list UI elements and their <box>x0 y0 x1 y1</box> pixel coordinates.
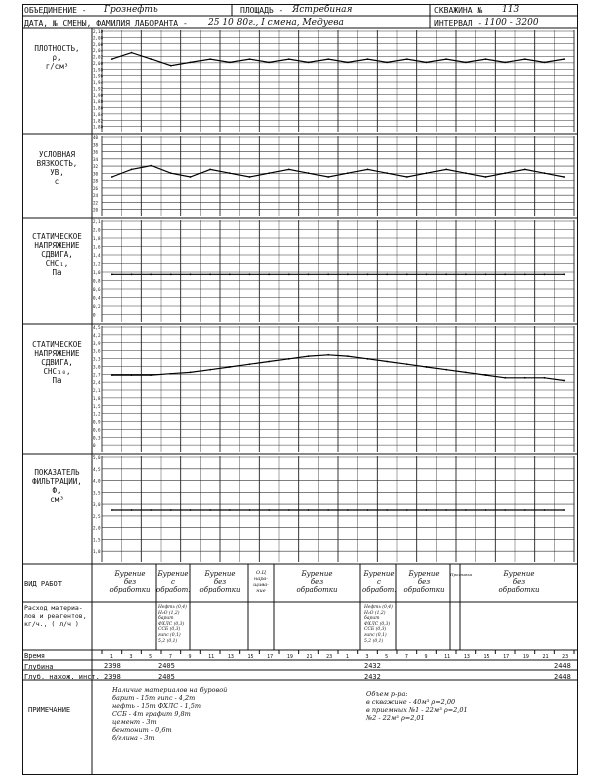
time-tick-label: 7 <box>404 654 408 660</box>
well-value: 113 <box>502 5 520 15</box>
data-point <box>465 62 467 64</box>
data-point <box>150 165 152 167</box>
area-label: ПЛОЩАДЬ - <box>240 6 284 15</box>
tool-depth-start: 2398 <box>104 673 121 681</box>
data-point <box>249 509 251 511</box>
data-point <box>131 169 133 171</box>
interval-value: 1100 - 3200 <box>484 18 539 28</box>
time-tick-label: 21 <box>306 654 313 660</box>
data-point <box>131 509 133 511</box>
y-tick-label: 1,86 <box>93 105 104 111</box>
data-point <box>563 176 565 178</box>
data-point <box>367 358 369 360</box>
data-point <box>150 509 152 511</box>
data-point <box>229 366 231 368</box>
data-point <box>190 62 192 64</box>
data-point <box>426 273 428 275</box>
y-tick-label: 2,04 <box>93 48 104 54</box>
panel-title-viscosity: УСЛОВНАЯ ВЯЗКОСТЬ, УВ, с <box>36 150 78 186</box>
data-point <box>288 509 290 511</box>
time-tick-label: 3 <box>129 654 133 660</box>
y-tick-label: 22 <box>93 200 99 206</box>
work-item: Бурение без обработки <box>403 570 445 594</box>
y-tick-label: 2,08 <box>93 35 104 41</box>
y-tick-label: 2,5 <box>93 513 101 519</box>
date-value: 25 10 80г., I смена, Медуева <box>208 18 344 28</box>
y-tick-label: 3,5 <box>93 490 101 496</box>
data-point <box>367 509 369 511</box>
y-tick-label: 1,4 <box>93 253 101 258</box>
data-point <box>504 509 506 511</box>
data-point <box>347 273 349 275</box>
data-point <box>563 58 565 60</box>
time-tick-label: 23 <box>562 654 569 660</box>
work-item: Бурение с обработ. <box>362 570 397 594</box>
data-point <box>308 273 310 275</box>
depth-mid2: 2432 <box>364 662 381 670</box>
time-tick-label: 19 <box>522 654 529 660</box>
data-point <box>327 58 329 60</box>
data-point <box>131 273 133 275</box>
data-point <box>268 62 270 64</box>
y-tick-label: 2,0 <box>93 227 101 233</box>
data-point <box>249 363 251 365</box>
data-point <box>150 273 152 275</box>
data-point <box>170 373 172 375</box>
time-tick-label: 9 <box>424 654 428 660</box>
y-tick-label: 36 <box>93 149 99 155</box>
time-tick-label: 5 <box>385 654 389 660</box>
y-tick-label: 1,94 <box>93 80 104 85</box>
y-tick-label: 1,8 <box>93 236 101 241</box>
data-point <box>249 58 251 60</box>
tool-depth-end: 2448 <box>554 673 571 681</box>
data-point <box>524 509 526 511</box>
data-point <box>544 273 546 275</box>
work-item: Бурение без обработки <box>498 570 540 594</box>
y-tick-label: 0,4 <box>93 295 101 301</box>
data-point <box>170 509 172 511</box>
data-point <box>485 273 487 275</box>
time-tick-label: 13 <box>463 654 470 660</box>
well-label: СКВАЖИНА № <box>434 6 483 15</box>
y-tick-label: 4,5 <box>93 466 101 472</box>
data-point <box>504 62 506 64</box>
data-point <box>131 374 133 376</box>
data-point <box>406 509 408 511</box>
time-tick-label: 19 <box>286 654 293 660</box>
data-point <box>426 366 428 368</box>
y-tick-label: 40 <box>93 135 99 140</box>
y-tick-label: 26 <box>93 185 99 191</box>
y-tick-label: 2,06 <box>93 41 104 47</box>
data-point <box>249 176 251 178</box>
time-tick-label: 11 <box>208 654 215 660</box>
data-point <box>485 374 487 376</box>
data-point <box>544 172 546 174</box>
data-point <box>465 371 467 373</box>
y-tick-label: 1,0 <box>93 549 101 555</box>
data-point <box>426 172 428 174</box>
y-tick-label: 3,9 <box>93 340 101 346</box>
interval-label: ИНТЕРВАЛ - <box>434 19 483 28</box>
y-tick-label: 2,1 <box>93 388 101 393</box>
tool-depth-mid: 2405 <box>158 673 175 681</box>
y-tick-label: 1,82 <box>93 118 104 124</box>
data-point <box>111 176 113 178</box>
y-tick-label: 1,5 <box>93 537 101 543</box>
y-tick-label: 1,5 <box>93 403 101 409</box>
y-tick-label: 1,96 <box>93 73 104 79</box>
data-point <box>445 369 447 371</box>
data-point <box>150 58 152 60</box>
object-value: Грознефть <box>104 5 158 15</box>
data-point <box>229 273 231 275</box>
data-point <box>190 371 192 373</box>
y-tick-label: 34 <box>93 156 99 162</box>
data-point <box>524 377 526 379</box>
data-point <box>170 273 172 275</box>
y-tick-label: 0,3 <box>93 435 101 441</box>
time-tick-label: 15 <box>247 654 254 660</box>
y-tick-label: 28 <box>93 178 99 184</box>
y-tick-label: 38 <box>93 142 99 148</box>
panel-title-density: ПЛОТНОСТЬ, ρ, г/см³ <box>34 44 80 71</box>
y-tick-label: 32 <box>93 164 99 170</box>
time-tick-label: 9 <box>188 654 192 660</box>
y-tick-label: 4,2 <box>93 332 101 338</box>
data-point <box>524 58 526 60</box>
panel-title-sns1: СТАТИЧЕСКОЕ НАПРЯЖЕНИЕ СДВИГА, СНС₁, Па <box>32 232 82 277</box>
data-point <box>524 273 526 275</box>
data-point <box>426 62 428 64</box>
y-tick-label: 0,9 <box>93 419 101 425</box>
y-tick-label: 1,2 <box>93 261 101 267</box>
data-point <box>111 509 113 511</box>
data-point <box>209 509 211 511</box>
work-item: Промывка <box>450 572 473 577</box>
time-tick-label: 15 <box>483 654 490 660</box>
data-point <box>563 509 565 511</box>
data-point <box>131 52 133 54</box>
y-tick-label: 1,88 <box>93 99 104 105</box>
data-point <box>504 377 506 379</box>
data-point <box>268 273 270 275</box>
data-point <box>327 273 329 275</box>
data-point <box>347 509 349 511</box>
y-tick-label: 4,0 <box>93 478 101 484</box>
data-point <box>209 169 211 171</box>
work-item: О.Ц нара- щива- ние <box>253 570 269 594</box>
mud-log-sheet <box>22 4 578 776</box>
reagents-label: Расход материа- лов и реагентов, кг/ч., ( л/ч ) <box>24 604 87 628</box>
y-tick-label: 0 <box>93 443 96 449</box>
y-tick-label: 5,0 <box>93 455 101 460</box>
data-point <box>150 374 152 376</box>
data-point <box>327 176 329 178</box>
data-point <box>111 58 113 60</box>
y-tick-label: 1,84 <box>93 111 104 117</box>
data-point <box>268 172 270 174</box>
y-tick-label: 0,6 <box>93 427 101 433</box>
data-point <box>190 509 192 511</box>
data-point <box>465 273 467 275</box>
time-tick-label: 1 <box>109 654 113 660</box>
y-tick-label: 1,0 <box>93 270 101 275</box>
time-tick-label: 7 <box>168 654 172 660</box>
y-tick-label: 2,4 <box>93 380 101 386</box>
data-point <box>445 169 447 171</box>
data-point <box>445 58 447 60</box>
data-point <box>504 172 506 174</box>
area-value: Ястребиная <box>292 5 353 15</box>
data-point <box>485 176 487 178</box>
data-point <box>406 176 408 178</box>
data-point <box>524 169 526 171</box>
data-point <box>288 358 290 360</box>
y-tick-label: 2,00 <box>93 60 104 66</box>
reagents-block: Нефть (0,4) Н₂О (1,2) барит ФХЛС (0,3) ССБ (0,3) гипс (0,1) 5,2 (0,1) <box>364 605 393 644</box>
data-point <box>190 273 192 275</box>
data-point <box>111 374 113 376</box>
data-point <box>544 509 546 511</box>
y-tick-label: 24 <box>93 193 99 199</box>
data-point <box>347 172 349 174</box>
y-tick-label: 2,7 <box>93 372 101 378</box>
log-grid <box>22 4 578 776</box>
depth-label: Глубина <box>24 663 54 671</box>
data-point <box>386 273 388 275</box>
y-tick-label: 2,0 <box>93 525 101 531</box>
data-point <box>288 58 290 60</box>
data-point <box>268 509 270 511</box>
time-tick-label: 17 <box>503 654 510 660</box>
object-label: ОБЪЕДИНЕНИЕ - <box>24 6 87 15</box>
panel-title-filtration: ПОКАЗАТЕЛЬ ФИЛЬТРАЦИИ, Ф, см³ <box>32 468 82 504</box>
time-tick-label: 1 <box>345 654 349 660</box>
data-point <box>465 172 467 174</box>
work-item: Бурение без обработки <box>109 570 151 594</box>
y-tick-label: 1,92 <box>93 86 104 92</box>
y-tick-label: 1,80 <box>93 124 104 130</box>
data-point <box>209 273 211 275</box>
data-point <box>386 172 388 174</box>
data-point <box>465 509 467 511</box>
data-point <box>308 172 310 174</box>
y-tick-label: 3,0 <box>93 364 101 370</box>
y-tick-label: 0,8 <box>93 278 101 284</box>
y-tick-label: 3,3 <box>93 356 101 362</box>
data-point <box>249 273 251 275</box>
time-tick-label: 17 <box>267 654 274 660</box>
data-point <box>170 65 172 67</box>
data-point <box>445 509 447 511</box>
notes-materials: Наличие материалов на буровой барит - 15т гипс - 4,2т нефть - 15т ФХЛС - 1,5т ССБ - 4т графит 9,8т цемент - 3т бентонит - 0,6т б/глина - 3т <box>112 686 228 742</box>
data-point <box>229 509 231 511</box>
data-point <box>445 273 447 275</box>
panel-title-sns10: СТАТИЧЕСКОЕ НАПРЯЖЕНИЕ СДВИГА, СНС₁₀, Па <box>32 340 82 385</box>
y-tick-label: 30 <box>93 171 99 177</box>
data-point <box>308 62 310 64</box>
data-point <box>367 58 369 60</box>
data-point <box>170 172 172 174</box>
data-point <box>327 354 329 356</box>
data-point <box>308 509 310 511</box>
data-point <box>268 361 270 363</box>
depth-mid: 2405 <box>158 662 175 670</box>
data-point <box>386 361 388 363</box>
data-point <box>367 169 369 171</box>
work-item: Бурение без обработки <box>296 570 338 594</box>
y-tick-label: 0,2 <box>93 304 101 309</box>
data-point <box>367 273 369 275</box>
y-tick-label: 1,98 <box>93 67 104 73</box>
data-point <box>406 363 408 365</box>
time-tick-label: 21 <box>542 654 549 660</box>
data-point <box>426 509 428 511</box>
data-point <box>563 273 565 275</box>
notes-label: ПРИМЕЧАНИЕ <box>28 706 71 714</box>
data-point <box>209 58 211 60</box>
time-tick-label: 5 <box>149 654 153 660</box>
data-point <box>386 62 388 64</box>
data-point <box>288 273 290 275</box>
y-tick-label: 1,8 <box>93 395 101 401</box>
data-point <box>288 169 290 171</box>
y-tick-label: 1,90 <box>93 92 104 98</box>
data-point <box>190 176 192 178</box>
y-tick-label: 0 <box>93 312 96 318</box>
y-tick-label: 1,6 <box>93 244 101 250</box>
notes-volume: Объем р-ра: в скважине - 40м³ ρ=2,00 в приемных №1 - 22м³ ρ=2,01 №2 - 22м³ ρ=2,01 <box>366 690 468 722</box>
work-item: Бурение с обработ. <box>156 570 191 594</box>
data-point <box>386 509 388 511</box>
depth-start: 2398 <box>104 662 121 670</box>
y-tick-label: 0,6 <box>93 287 101 292</box>
y-tick-label: 2,10 <box>93 29 104 34</box>
time-tick-label: 3 <box>365 654 369 660</box>
work-label: ВИД РАБОТ <box>24 580 62 588</box>
data-point <box>563 380 565 382</box>
y-tick-label: 3,6 <box>93 348 101 354</box>
data-point <box>406 58 408 60</box>
data-point <box>347 355 349 357</box>
time-tick-label: 13 <box>227 654 234 660</box>
data-point <box>504 273 506 275</box>
data-point <box>308 355 310 357</box>
data-point <box>347 62 349 64</box>
data-point <box>229 62 231 64</box>
y-tick-label: 1,2 <box>93 411 101 417</box>
time-tick-label: 23 <box>326 654 333 660</box>
tool-depth-mid2: 2432 <box>364 673 381 681</box>
y-tick-label: 2,1 <box>93 219 101 224</box>
y-tick-label: 20 <box>93 207 99 213</box>
time-label: Время <box>24 652 46 660</box>
depth-end: 2448 <box>554 662 571 670</box>
date-label: ДАТА, № СМЕНЫ, ФАМИЛИЯ ЛАБОРАНТА - <box>24 19 188 28</box>
data-point <box>544 62 546 64</box>
data-point <box>544 377 546 379</box>
data-point <box>209 369 211 371</box>
data-point <box>406 273 408 275</box>
y-tick-label: 3,0 <box>93 502 101 508</box>
tool-depth-label: Глуб. нахож. инст. <box>24 673 100 681</box>
data-point <box>229 172 231 174</box>
time-tick-label: 11 <box>444 654 451 660</box>
y-tick-label: 4,5 <box>93 325 101 330</box>
data-point <box>485 509 487 511</box>
data-point <box>111 273 113 275</box>
y-tick-label: 2,02 <box>93 54 104 60</box>
data-point <box>327 509 329 511</box>
data-point <box>485 58 487 60</box>
work-item: Бурение без обработки <box>199 570 241 594</box>
reagents-block: Нефть (0,4) Н₂О (1,2) барит ФХЛС (0,3) ССБ (0,3) гипс (0,1) 5,2 (0,1) <box>158 605 187 644</box>
